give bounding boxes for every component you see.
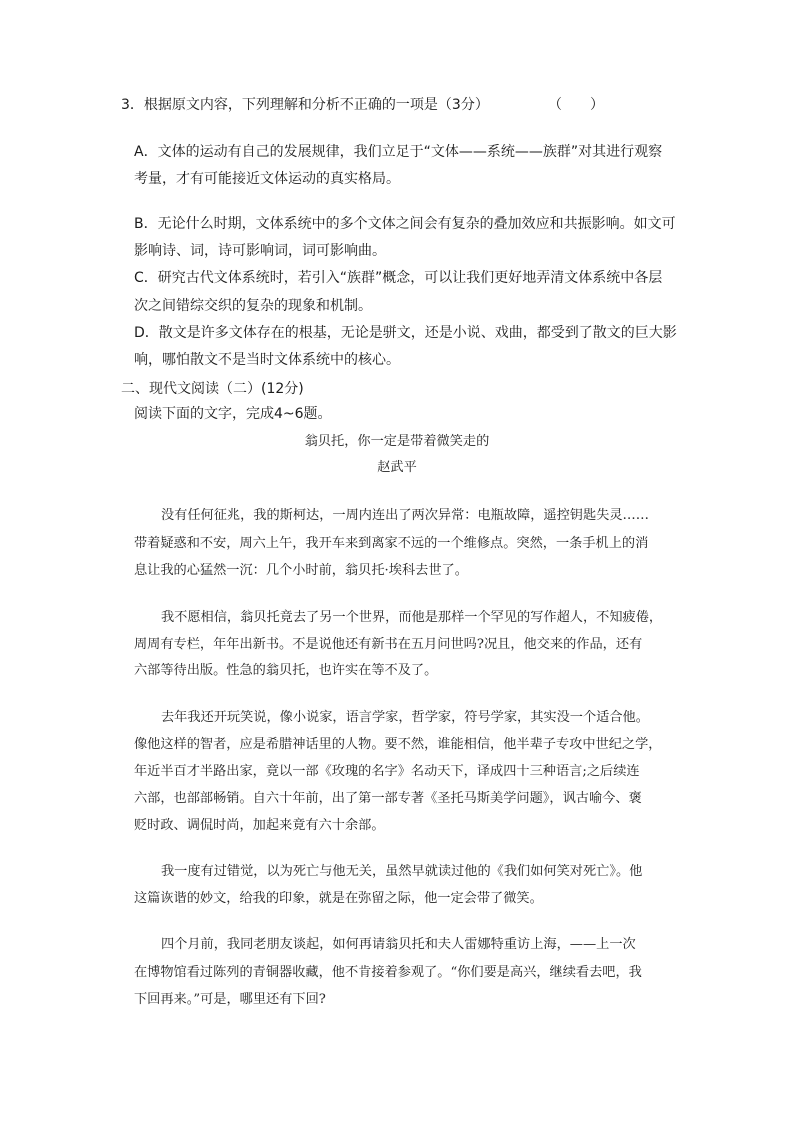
- option-a-line-1: A．文体的运动有自己的发展规律，我们立足于“文体——系统——族群”对其进行观察: [134, 144, 663, 160]
- paragraph-2-line-2: 周周有专栏，年年出新书。不是说他还有新书在五月问世吗?况且，他交来的作品，还有: [134, 637, 643, 652]
- option-d-line-2: 响，哪怕散文不是当时文体系统中的核心。: [134, 352, 400, 368]
- article-title: 翁贝托，你一定是带着微笑走的: [304, 434, 490, 449]
- paragraph-1-line-1: 没有任何征兆，我的斯柯达，一周内连出了两次异常：电瓶故障，遥控钥匙失灵……: [161, 508, 649, 523]
- paragraph-2-line-1: 我不愿相信，翁贝托竟去了另一个世界，而他是那样一个罕见的写作超人，不知疲倦，: [161, 610, 663, 625]
- option-c-line-2: 次之间错综交织的复杂的现象和机制。: [134, 298, 372, 314]
- option-c-line-1: C．研究古代文体系统时，若引入“族群”概念，可以让我们更好地弄清文体系统中各层: [134, 270, 663, 286]
- paragraph-4-line-2: 这篇诙谐的妙文，给我的印象，就是在弥留之际，他一定会带了微笑。: [134, 891, 543, 906]
- article-author: 赵武平: [377, 460, 417, 475]
- paragraph-2-line-3: 六部等待出版。性急的翁贝托，也许实在等不及了。: [134, 663, 438, 678]
- section-instruction: 阅读下面的文字，完成4~6题。: [134, 406, 332, 422]
- option-b-line-1: B．无论什么时期，文体系统中的多个文体之间会有复杂的叠加效应和共振影响。如文可: [134, 216, 676, 232]
- option-b-line-2: 影响诗、词，诗可影响词，词可影响曲。: [134, 243, 386, 259]
- paragraph-5-line-2: 在博物馆看过陈列的青铜器收藏，他不肯接着参观了。“你们要是高兴，继续看去吧，我: [134, 965, 642, 980]
- paragraph-5-line-3: 下回再来。”可是，哪里还有下回?: [134, 992, 326, 1007]
- paragraph-3-line-5: 贬时政、调侃时尚，加起来竟有六十余部。: [134, 818, 385, 833]
- question-stem: 3．根据原文内容，下列理解和分析不正确的一项是（3分）: [121, 97, 489, 113]
- answer-blank: （ ）: [548, 97, 604, 113]
- paragraph-3-line-3: 年近半百才半路出家，竟以一部《玫瑰的名字》名动天下，译成四十三种语言;之后续连: [134, 764, 640, 779]
- paragraph-1-line-3: 息让我的心猛然一沉：几个小时前，翁贝托·埃科去世了。: [134, 563, 468, 578]
- paragraph-5-line-1: 四个月前，我同老朋友谈起，如何再请翁贝托和夫人雷娜特重访上海，——上一次: [161, 937, 636, 952]
- option-a-line-2: 考量，才有可能接近文体运动的真实格局。: [134, 171, 400, 187]
- paragraph-1-line-2: 带着疑惑和不安，周六上午，我开车来到离家不远的一个维修点。突然，一条手机上的消: [134, 536, 649, 551]
- paragraph-4-line-1: 我一度有过错觉，以为死亡与他无关，虽然早就读过他的《我们如何笑对死亡》。他: [161, 864, 643, 879]
- paragraph-3-line-1: 去年我还开玩笑说，像小说家，语言学家，哲学家，符号学家，其实没一个适合他。: [161, 710, 649, 725]
- option-d-line-1: D．散文是许多文体存在的根基，无论是骈文，还是小说、戏曲，都受到了散文的巨大影: [134, 325, 677, 341]
- section-heading: 二、现代文阅读（二）(12分): [121, 381, 304, 397]
- paragraph-3-line-4: 六部，也部部畅销。自六十年前，出了第一部专著《圣托马斯美学问题》，讽古喻今、褒: [134, 791, 642, 806]
- paragraph-3-line-2: 像他这样的智者，应是希腊神话里的人物。要不然，谁能相信，他半辈子专攻中世纪之学，: [134, 737, 662, 752]
